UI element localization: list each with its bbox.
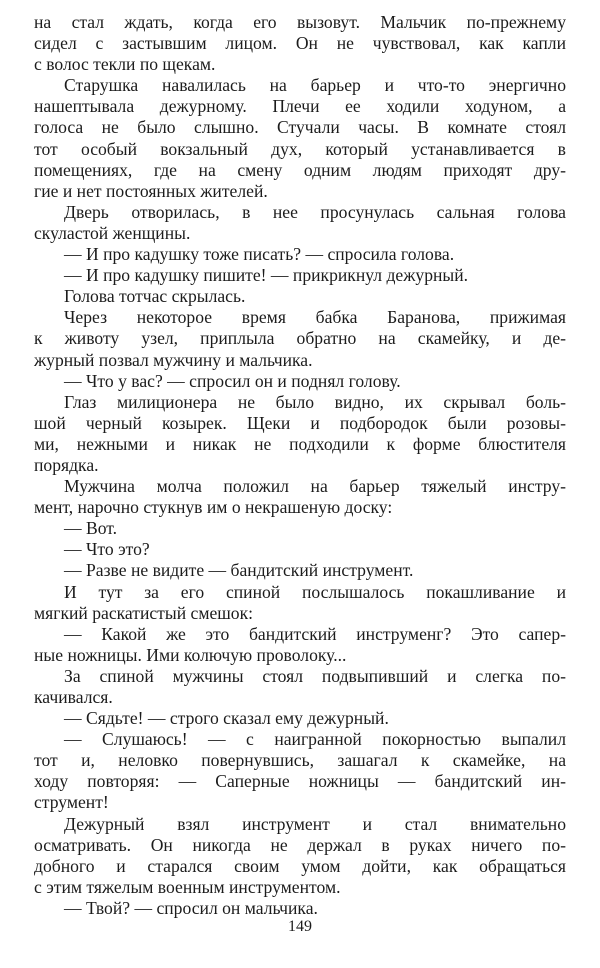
text-line: — И про кадушку тоже писать? — спросила голова. (64, 244, 455, 265)
text-line: мент, нарочно стукнув им о некрашеную доску: (34, 497, 393, 518)
text-line: помещениях, где на смену одним людям приходят дру- (34, 159, 566, 180)
text-line: ходу повторяя: — Саперные ножницы — бандитский ин- (34, 771, 566, 792)
text-line: гие и нет постоянных жителей. (34, 180, 268, 201)
text-line: добного и старался своим умом дойти, как обращаться (34, 855, 566, 876)
text-line: — Слушаюсь! — с наигранной покорностью выпалил (64, 729, 566, 750)
text-line: Глаз милиционера не было видно, их скрывал боль- (64, 391, 566, 412)
text-line: журный позвал мужчину и мальчика. (34, 349, 313, 370)
text-line: Через некоторое время бабка Баранова, прижимая (64, 307, 566, 328)
page-number: 149 (288, 918, 312, 935)
text-line: ми, нежными и никак не подходили к форме блюстителя (34, 433, 566, 454)
text-line: ные ножницы. Ими колючую проволоку... (34, 644, 347, 665)
text-line: к животу узел, приплыла обратно на скамейку, и де- (34, 328, 566, 349)
text-line: И тут за его спиной послышалось покашливание и (64, 581, 566, 602)
text-line: скуластой женщины. (34, 222, 191, 243)
text-line: — Сядьте! — строго сказал ему дежурный. (64, 708, 389, 729)
text-line: Дверь отворилась, в нее просунулась сальная голова (64, 201, 566, 222)
text-line: голоса не было слышно. Стучали часы. В комнате стоял (34, 117, 566, 138)
text-line: Дежурный взял инструмент и стал внимательно (64, 813, 566, 834)
text-line: — Твой? — спросил он мальчика. (64, 897, 318, 918)
text-line: Мужчина молча положил на барьер тяжелый инстру- (64, 476, 566, 497)
text-line: с волос текли по щекам. (34, 54, 216, 75)
text-line: качивался. (34, 687, 113, 707)
text-line: струмент! (34, 792, 109, 813)
text-line: осматривать. Он никогда не держал в руках ничего по- (34, 834, 566, 855)
text-line: сидел с застывшим лицом. Он не чувствовал, как капли (34, 33, 566, 54)
text-line: — И про кадушку пишите! — прикрикнул дежурный. (64, 265, 469, 286)
text-line: мягкий раскатистый смешок: (34, 602, 254, 623)
text-line: — Какой же это бандитский инструменг? Это сапер- (64, 623, 566, 644)
text-line: тот особый вокзальный дух, который устанавливается в (34, 138, 566, 159)
text-line: За спиной мужчины стоял подвыпивший и слегка по- (64, 665, 566, 686)
text-line: — Вот. (64, 518, 118, 539)
text-line: — Что это? (64, 539, 150, 560)
text-line: шой черный козырек. Щеки и подбородок были розовы- (34, 412, 566, 433)
text-line: нашептывала дежурному. Плечи ее ходили ходуном, а (34, 96, 566, 117)
text-line: Голова тотчас скрылась. (64, 286, 246, 307)
text-line: — Разве не видите — бандитский инструмент. (64, 560, 414, 581)
text-line: Старушка навалилась на барьер и что-то энергично (64, 75, 566, 96)
text-line: тот и, неловко повернувшись, зашагал к скамейке, на (34, 750, 566, 771)
text-line: — Что у вас? — спросил он и поднял голову. (64, 370, 401, 391)
text-line: с этим тяжелым военным инструментом. (34, 876, 341, 897)
page-text (34, 12, 566, 919)
text-line: порядка. (34, 454, 99, 475)
text-line: на стал ждать, когда его вызовут. Мальчик по-прежнему (34, 12, 566, 32)
